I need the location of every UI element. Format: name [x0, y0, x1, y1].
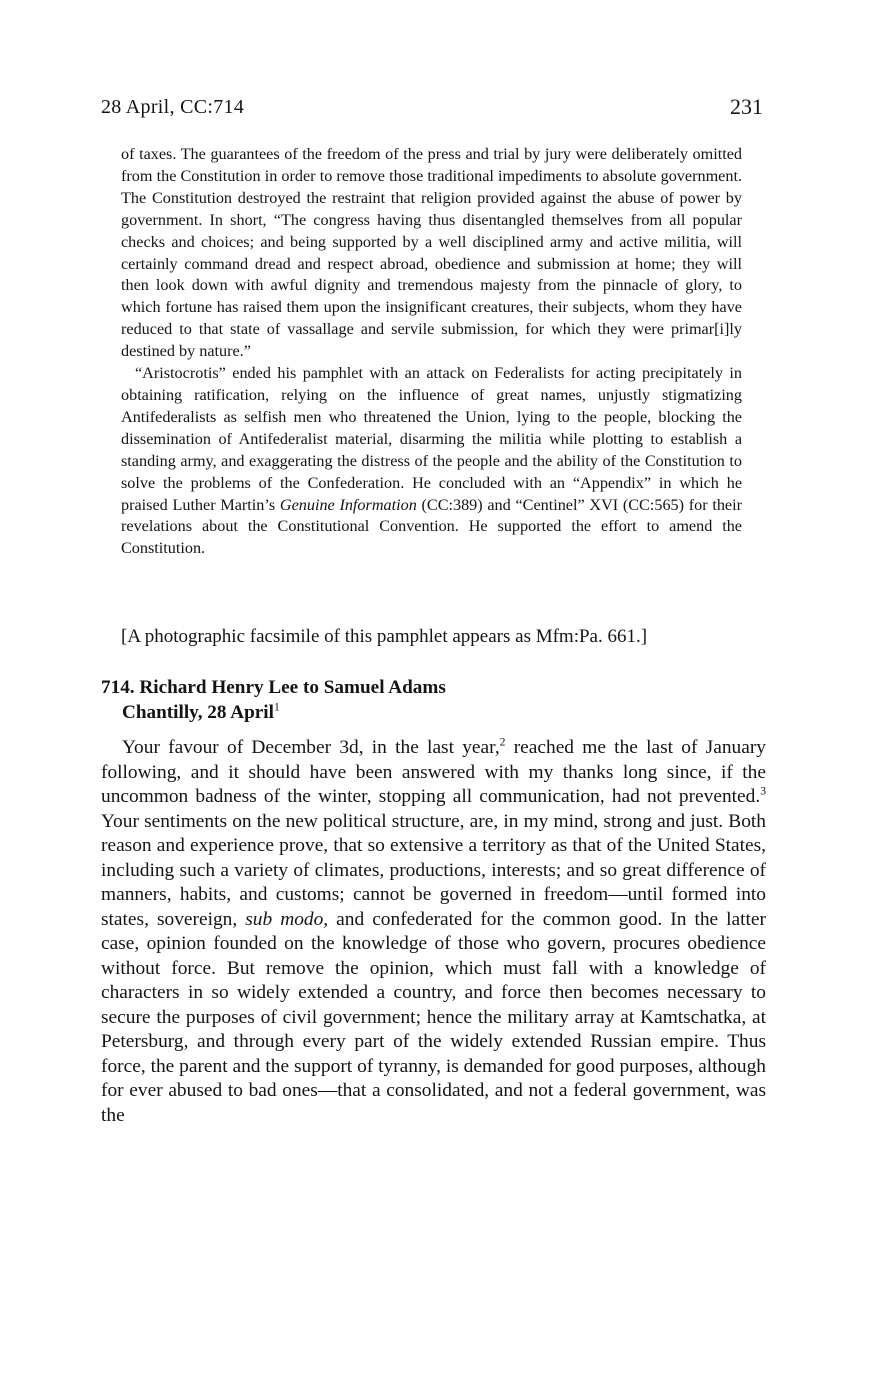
facsimile-note: [A photographic facsimile of this pamphlet appears as Mfm:Pa. 661.] — [121, 626, 648, 647]
letter-paragraph — [101, 736, 766, 1128]
footnote-reference: 1 — [273, 701, 280, 714]
running-head — [101, 96, 763, 124]
document-heading-place-date: Chantilly, 28 April — [122, 702, 274, 723]
letter-text-3: Your sentiments on the new political structure, are, in my mind, strong and just. Both reason and experience prove, that so extensive a territory as that of the United States, including such a variety of climates, productions, interests; and so great difference of manners, habits, and customs; cannot be governed in freedom—until formed into states, sovereign, — [101, 810, 766, 930]
page-number: 231 — [730, 94, 763, 119]
editorial-paragraph-2 — [121, 363, 742, 560]
letter-text-4: and confederated for the common good. In the latter case, opinion founded on the knowledge of those who govern, procures obedience without force. But remove the opinion, which must fall with a knowledge of characters in so widely extended a country, and force then becomes necessary to secure the purposes of civil government; hence the military array at Kamtschatka, at Petersburg, and through every part of the widely extended Russian empire. Thus force, the parent and the support of tyranny, is demanded for good purposes, although for ever abused to bad ones—that a consolidated, and not a federal government, was the — [101, 908, 766, 1126]
footnote-reference: 2 — [499, 735, 506, 749]
letter-italic-phrase: sub modo, — [245, 908, 329, 930]
editorial-paragraph-1: of taxes. The guarantees of the freedom of the press and trial by jury were deliberately omitted from the Constitution in order to remove those traditional impediments to absolute government. The Constitution destroyed the restraint that religion provided against the abuse of power by government. In short, “The congress having thus disentangled themselves from all popular checks and choices; and being supported by a well disciplined army and active militia, will certainly command dread and respect abroad, obedience and submission at home; they will then look down with awful dignity and tremendous majesty from the pinnacle of glory, to which fortune has raised them upon the insignificant creatures, their subjects, whom they have reduced to that state of vassallage and servile submission, for which they were primar[i]ly destined by nature.” — [121, 145, 742, 361]
document-heading-title: 714. Richard Henry Lee to Samuel Adams — [101, 677, 446, 698]
editorial-paragraph-2-text-b: (CC:389) and “Centinel” XVI (CC:565) for their revelations about the Constitutional Convention. He supported the effort to amend the Constitution. — [121, 495, 742, 558]
footnote-reference: 3 — [760, 784, 766, 798]
letter-text-2: reached me the last of January following, and it should have been answered with my thanks long since, if the uncommon badness of the winter, stopping all communication, had not prevented. — [101, 737, 766, 807]
document-heading-dateline — [101, 700, 701, 725]
letter-text-1: Your favour of December 3d, in the last year, — [122, 737, 500, 758]
editorial-summary — [121, 144, 742, 560]
document-heading — [101, 675, 701, 725]
editorial-paragraph-2-italic-title: Genuine Information — [279, 495, 417, 514]
editorial-paragraph-2-text-a: “Aristocrotis” ended his pamphlet with an attack on Federalists for acting precipitately in obtaining ratification, relying on the influence of great names, unjustly stigmatizing Antifederalists as selfish men who threatened the Union, lying to the people, blocking the dissemination of Antifederalist material, disarming the militia while plotting to establish a standing army, and exaggerating the distress of the people and the ability of the Constitution to solve the problems of the Confederation. He concluded with an “Appendix” in which he praised Luther Martin’s — [121, 364, 742, 514]
running-head-title: 28 April, CC:714 — [101, 96, 245, 118]
letter-body — [101, 736, 766, 1128]
